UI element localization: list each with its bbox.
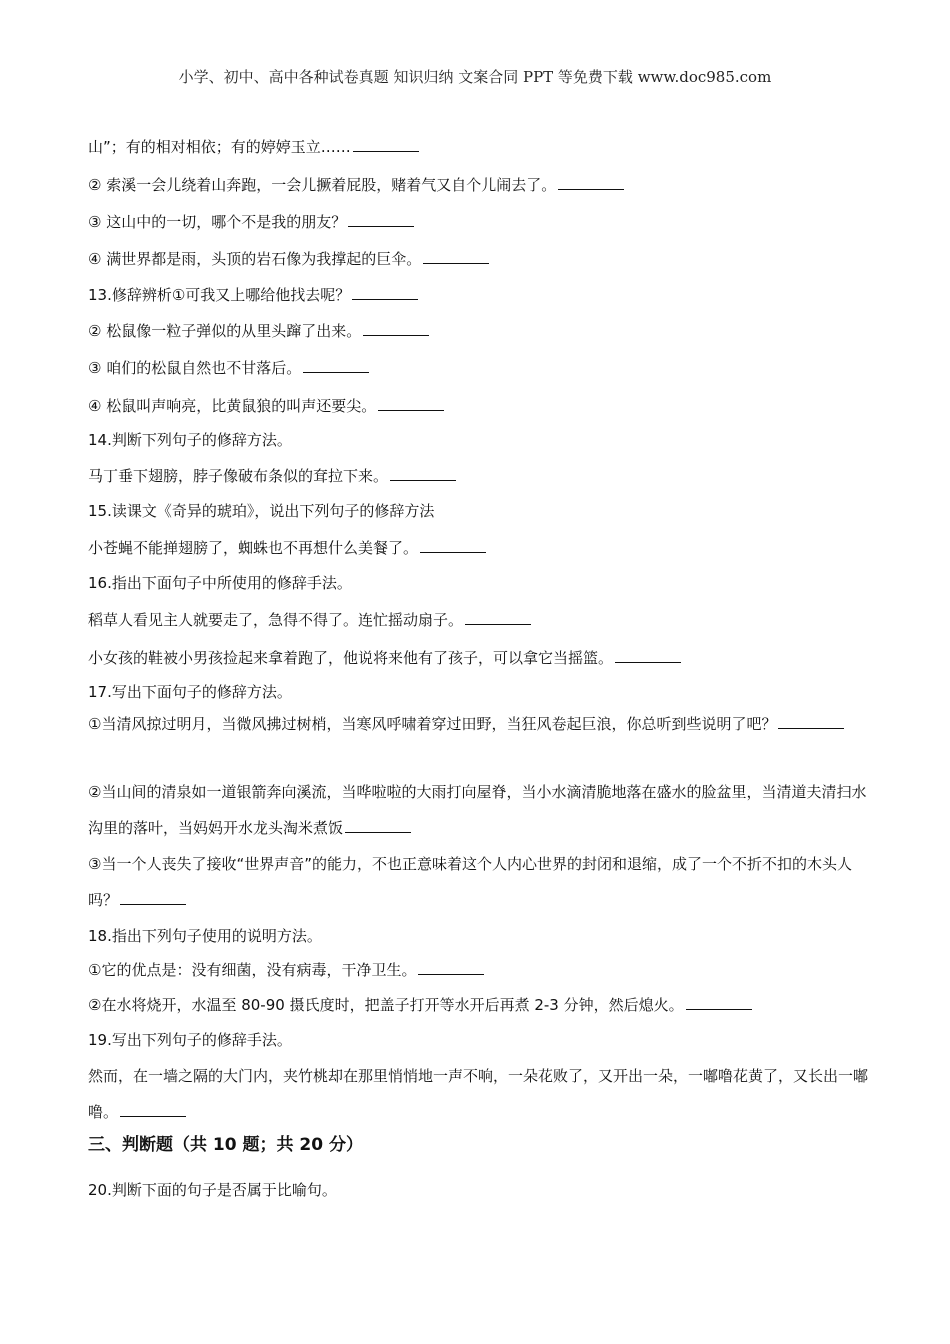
answer-blank[interactable] (353, 137, 419, 152)
answer-blank[interactable] (352, 285, 418, 300)
question-20: 20.判断下面的句子是否属于比喻句。 (88, 1181, 337, 1199)
question-18 (88, 924, 322, 948)
answer-blank[interactable] (303, 358, 369, 373)
line-text: 然而，在一墙之隔的大门内，夹竹桃却在那里悄悄地一声不响，一朵花败了，又开出一朵，一嘟噜花黄了，又长出一嘟噜。 (88, 1067, 869, 1121)
line-text: ③当一个人丧失了接收“世界声音”的能力，不也正意味着这个人内心世界的封闭和退缩，成了一个不折不扣的木头人吗？ (88, 855, 852, 909)
line-text: ①当清风掠过明月，当微风拂过树梢，当寒风呼啸着穿过田野，当狂风卷起巨浪，你总听到些说明了吧？ (88, 715, 777, 733)
answer-blank[interactable] (120, 890, 186, 905)
line-text: 小苍蝇不能掸翅膀了，蜘蛛也不再想什么美餐了。 (88, 539, 419, 557)
line-text: ③ 咱们的松鼠自然也不甘落后。 (88, 359, 302, 377)
question-17 (88, 680, 292, 704)
answer-blank[interactable] (778, 714, 844, 729)
question-15 (88, 499, 434, 523)
answer-line (88, 135, 419, 159)
answer-blank[interactable] (420, 538, 486, 553)
line-text: 13.修辞辨析①可我又上哪给他找去呢？ (88, 286, 351, 304)
line-text: ② 索溪一会儿绕着山奔跑，一会儿撅着屁股，赌着气又自个儿闹去了。 (88, 176, 557, 194)
answer-blank[interactable] (418, 960, 484, 975)
line-text: ②在水将烧开，水温至 80-90 摄氏度时，把盖子打开等水开后再煮 2-3 分钟，然后熄火。 (88, 996, 684, 1014)
answer-blank[interactable] (120, 1102, 186, 1117)
line-text: 山”；有的相对相依；有的婷婷玉立…… (88, 138, 351, 156)
line-text: 19.写出下列句子的修辞手法。 (88, 1031, 292, 1049)
answer-line (88, 210, 414, 234)
answer-blank[interactable] (345, 818, 411, 833)
answer-blank[interactable] (378, 396, 444, 411)
answer-line (88, 464, 456, 488)
line-text: ② 松鼠像一粒子弹似的从里头蹿了出来。 (88, 322, 362, 340)
answer-line (88, 846, 873, 918)
line-text: 14.判断下列句子的修辞方法。 (88, 431, 292, 449)
line-text: 15.读课文《奇异的琥珀》，说出下列句子的修辞方法 (88, 502, 435, 520)
answer-blank[interactable] (686, 995, 752, 1010)
line-text: ④ 满世界都是雨，头顶的岩石像为我撑起的巨伞。 (88, 250, 422, 268)
line-text: 17.写出下面句子的修辞方法。 (88, 683, 292, 701)
answer-blank[interactable] (363, 321, 429, 336)
line-text: 18.指出下列句子使用的说明方法。 (88, 927, 322, 945)
answer-line (88, 646, 681, 670)
line-text: ③ 这山中的一切，哪个不是我的朋友？ (88, 213, 347, 231)
line-text: ①它的优点是：没有细菌，没有病毒，干净卫生。 (88, 961, 417, 979)
question-16 (88, 571, 352, 595)
question-14 (88, 428, 292, 452)
section-3-title: 三、判断题（共 10 题；共 20 分） (88, 1135, 363, 1155)
answer-line (88, 958, 484, 982)
answer-line (88, 774, 873, 846)
answer-blank[interactable] (615, 648, 681, 663)
answer-blank[interactable] (465, 610, 531, 625)
line-text: 马丁垂下翅膀，脖子像破布条似的耷拉下来。 (88, 467, 389, 485)
answer-line (88, 173, 624, 197)
question-13 (88, 283, 418, 307)
question-19 (88, 1028, 292, 1052)
line-text: 16.指出下面句子中所使用的修辞手法。 (88, 574, 352, 592)
line-text: 稻草人看见主人就要走了，急得不得了。连忙摇动扇子。 (88, 611, 464, 629)
line-text: ④ 松鼠叫声响亮，比黄鼠狼的叫声还要尖。 (88, 397, 377, 415)
answer-line (88, 993, 752, 1017)
answer-blank[interactable] (348, 212, 414, 227)
answer-line (88, 536, 486, 560)
answer-line (88, 356, 369, 380)
answer-line (88, 319, 429, 343)
answer-blank[interactable] (423, 249, 489, 264)
line-text: 小女孩的鞋被小男孩捡起来拿着跑了，他说将来他有了孩子，可以拿它当摇篮。 (88, 649, 614, 667)
line-text: ②当山间的清泉如一道银箭奔向溪流，当哗啦啦的大雨打向屋脊，当小水滴清脆地落在盛水的脸盆里，当清道夫清扫水沟里的落叶，当妈妈开水龙头淘米煮饭 (88, 783, 867, 837)
answer-line (88, 608, 531, 632)
answer-blank[interactable] (558, 175, 624, 190)
answer-line (88, 706, 873, 742)
answer-line (88, 394, 444, 418)
page-header: 小学、初中、高中各种试卷真题 知识归纳 文案合同 PPT 等免费下载 www.doc985.com (178, 68, 772, 86)
answer-line (88, 1058, 873, 1130)
answer-line (88, 247, 489, 271)
answer-blank[interactable] (390, 466, 456, 481)
